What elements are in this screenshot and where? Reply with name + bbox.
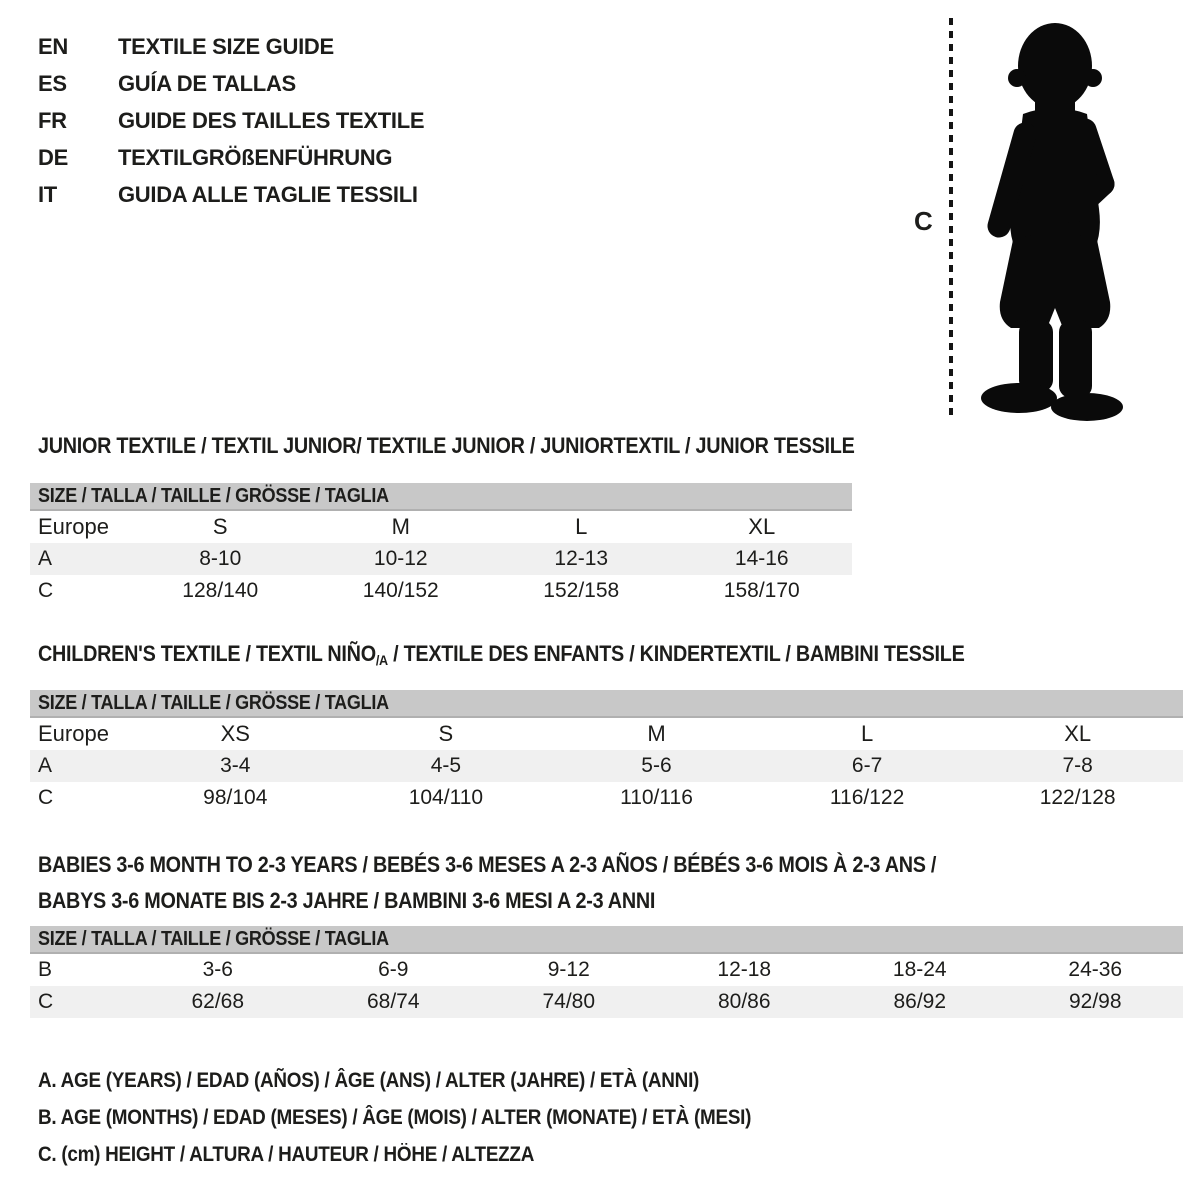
size-row	[30, 718, 1183, 750]
legend-line-c: C. (cm) HEIGHT / ALTURA / HAUTEUR / HÖHE / ALTEZZA	[38, 1143, 535, 1166]
value-cell: 158/170	[723, 579, 800, 602]
legend-line-b: B. AGE (MONTHS) / EDAD (MESES) / ÂGE (MOIS) / ALTER (MONATE) / ETÀ (MESI)	[38, 1106, 752, 1129]
language-code: DE	[38, 144, 68, 170]
language-label: TEXTILE SIZE GUIDE	[118, 33, 334, 59]
nino-a-subscript: /A	[375, 652, 388, 668]
value-cell: 7-8	[1062, 754, 1093, 777]
language-row-it	[38, 176, 424, 213]
junior-size-table	[30, 483, 852, 607]
language-label: GUIDA ALLE TAGLIE TESSILI	[118, 181, 418, 207]
size-header-label: SIZE / TALLA / TAILLE / GRÖSSE / TAGLIA	[38, 484, 389, 507]
value-cell: 128/140	[182, 579, 259, 602]
size-cell: S	[438, 721, 454, 746]
language-row-de	[38, 139, 424, 176]
children-size-table	[30, 690, 1183, 814]
value-cell: 24-36	[1068, 958, 1123, 981]
language-row-es	[38, 65, 424, 102]
legend-line-a: A. AGE (YEARS) / EDAD (AÑOS) / ÂGE (ANS) / ALTER (JAHRE) / ETÀ (ANNI)	[38, 1069, 700, 1092]
size-header-bar	[30, 690, 1183, 718]
value-cell: 110/116	[620, 786, 693, 809]
language-row-fr	[38, 102, 424, 139]
language-code: ES	[38, 70, 67, 96]
age-months-row	[30, 954, 1183, 986]
size-header-bar	[30, 483, 852, 511]
value-cell: 4-5	[430, 754, 462, 777]
value-cell: 74/80	[542, 990, 596, 1013]
children-title-pre: CHILDREN'S TEXTILE / TEXTIL NIÑO	[38, 641, 376, 666]
size-header-bar	[30, 926, 1183, 954]
row-label: B	[38, 958, 53, 981]
value-cell: 92/98	[1068, 990, 1122, 1013]
language-code: EN	[38, 33, 68, 59]
babies-size-table	[30, 926, 1183, 1018]
language-label: GUÍA DE TALLAS	[118, 70, 296, 96]
value-cell: 3-4	[220, 754, 251, 777]
language-row-en	[38, 28, 424, 65]
value-cell: 86/92	[893, 990, 947, 1013]
row-label: A	[38, 547, 53, 570]
value-cell: 14-16	[734, 547, 789, 570]
age-years-row	[30, 750, 1183, 782]
value-cell: 9-12	[547, 958, 590, 981]
size-cell: M	[647, 721, 666, 746]
value-cell: 3-6	[202, 958, 233, 981]
size-header-label: SIZE / TALLA / TAILLE / GRÖSSE / TAGLIA	[38, 927, 389, 950]
language-label: TEXTILGRÖßENFÜHRUNG	[118, 144, 393, 170]
row-label: C	[38, 786, 54, 809]
size-cell: XL	[1064, 721, 1092, 746]
value-cell: 8-10	[199, 547, 242, 570]
value-cell: 80/86	[717, 990, 771, 1013]
language-code: FR	[38, 107, 67, 133]
height-measure-label: C	[914, 206, 933, 236]
language-label: GUIDE DES TAILLES TEXTILE	[118, 107, 425, 133]
toddler-silhouette-icon	[963, 14, 1143, 424]
value-cell: 5-6	[641, 754, 672, 777]
value-cell: 10-12	[373, 547, 428, 570]
value-cell: 140/152	[362, 579, 439, 602]
babies-title-line1: BABIES 3-6 MONTH TO 2-3 YEARS / BEBÉS 3-6 MESES A 2-3 AÑOS / BÉBÉS 3-6 MOIS À 2-3 ANS /	[38, 852, 937, 877]
region-label: Europe	[38, 514, 109, 539]
size-cell: XL	[748, 514, 776, 539]
height-measure-dashed-line	[949, 18, 953, 418]
value-cell: 152/158	[543, 579, 620, 602]
value-cell: 104/110	[408, 786, 484, 809]
height-cm-row	[30, 986, 1183, 1018]
language-code: IT	[38, 181, 57, 207]
value-cell: 12-13	[554, 547, 609, 570]
height-cm-row	[30, 782, 1183, 814]
age-years-row	[30, 543, 852, 575]
value-cell: 6-9	[378, 958, 409, 981]
size-cell: S	[212, 514, 228, 539]
row-label: C	[38, 579, 54, 602]
row-label: A	[38, 754, 53, 777]
value-cell: 18-24	[892, 958, 947, 981]
babies-title-line2: BABYS 3-6 MONATE BIS 2-3 JAHRE / BAMBINI 3-6 MESI A 2-3 ANNI	[38, 888, 656, 913]
region-label: Europe	[38, 721, 109, 746]
value-cell: 6-7	[851, 754, 883, 777]
size-row	[30, 511, 852, 543]
value-cell: 122/128	[1039, 786, 1116, 809]
size-cell: L	[860, 721, 874, 746]
babies-section-title	[38, 847, 936, 919]
value-cell: 62/68	[191, 990, 245, 1013]
size-cell: XS	[220, 721, 250, 746]
language-title-block	[38, 28, 424, 213]
legend-block	[38, 1062, 830, 1173]
size-cell: L	[575, 514, 588, 539]
children-title-post: / TEXTILE DES ENFANTS / KINDERTEXTIL / BAMBINI TESSILE	[387, 641, 965, 666]
height-cm-row	[30, 575, 852, 607]
value-cell: 68/74	[366, 990, 420, 1013]
value-cell: 116/122	[829, 786, 905, 809]
row-label: C	[38, 990, 54, 1013]
value-cell: 98/104	[203, 786, 268, 809]
size-header-label: SIZE / TALLA / TAILLE / GRÖSSE / TAGLIA	[38, 691, 389, 714]
value-cell: 12-18	[717, 958, 772, 981]
children-section-title	[38, 641, 965, 668]
size-cell: M	[391, 514, 410, 539]
junior-section-title: JUNIOR TEXTILE / TEXTIL JUNIOR/ TEXTILE JUNIOR / JUNIORTEXTIL / JUNIOR TESSILE	[38, 433, 855, 458]
